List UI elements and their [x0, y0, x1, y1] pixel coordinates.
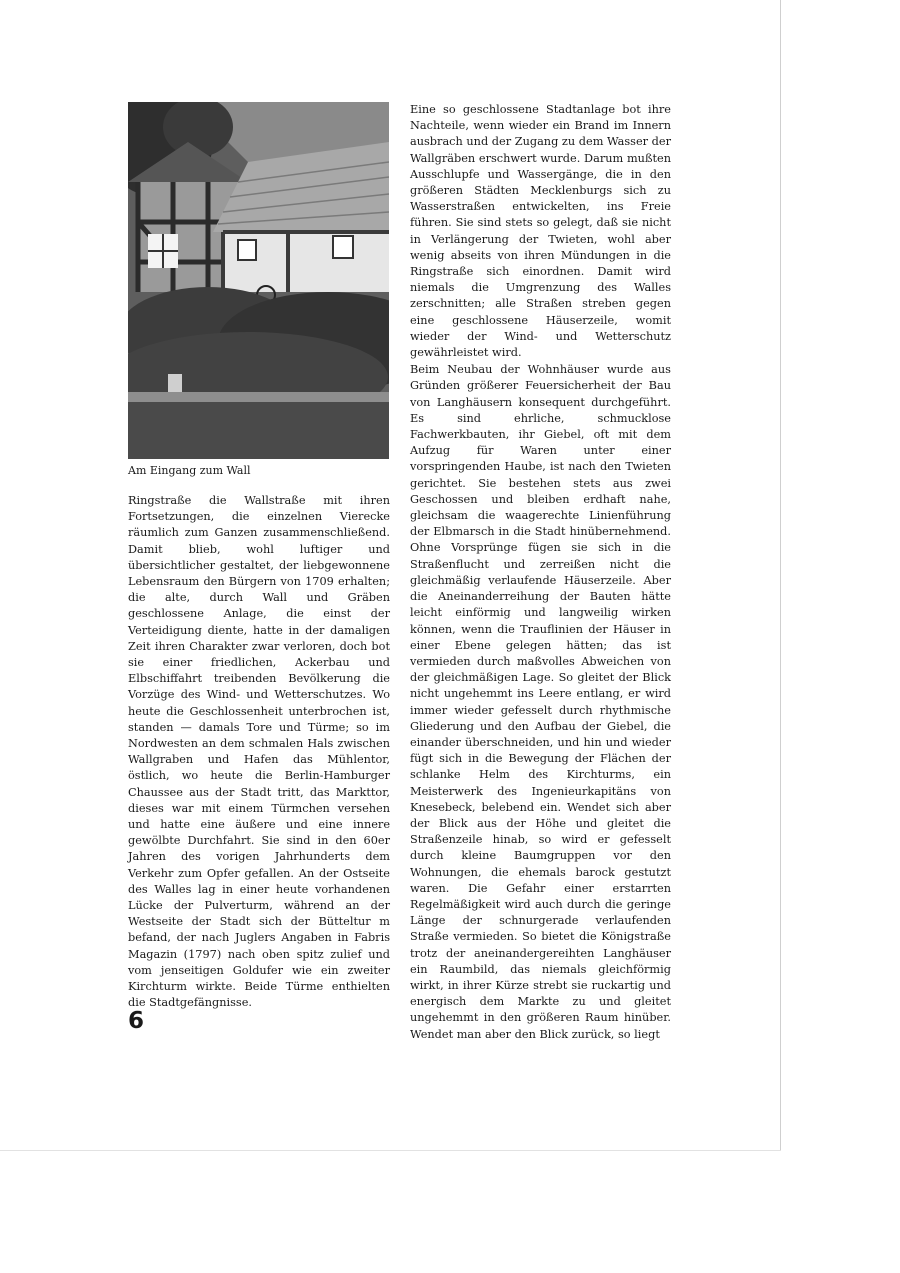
- photograph-wall-entrance: [128, 102, 389, 459]
- photo-caption: Am Eingang zum Wall: [128, 464, 251, 477]
- page-number: 6: [128, 1008, 145, 1034]
- right-paragraph-2: Beim Neubau der Wohnhäuser wurde aus Gründen größerer Feuersicherheit der Bau von Langhäusern konsequent durchgeführt. Es sind ehrliche, schmucklose Fachwerkbauten, ihr Giebel, oft mit dem Aufzug für Waren unter einer vorspringenden Haube, ist nach den Twieten gerichtet. Sie bestehen stets aus zwei Geschossen und bleiben erdhaft nahe, gleichsam die waagerechte Linienführung der Elbmarsch in die Stadt hinübernehmend. Ohne Vorsprünge fügen sie sich in die Straßenflucht und zerreißen nicht die gleichmäßig verlaufende Häuserzeile. Aber die Aneinanderreihung der Bauten hätte leicht einförmig und langweilig wirken können, wenn die Trauflinien der Häuser in einer Ebene gelegen hätten; das ist vermieden durch maßvolles Abweichen von der gleichmäßigen Lage. So gleitet der Blick nicht ungehemmt ins Leere entlang, er wird immer wieder gefesselt durch rhythmische Gliederung und den Aufbau der Giebel, die einander überschneiden, und hin und wieder fügt sich in die Bewegung der Flächen der schlanke Helm des Kirchturms, ein Meisterwerk des Ingenieurkapitäns von Knesebeck, belebend ein. Wendet sich aber der Blick aus der Höhe und gleitet die Straßenzeile hinab, so wird er gefesselt durch kleine Baumgruppen vor den Wohnungen, die ehemals barock gestutzt waren. Die Gefahr einer erstarrten Regelmäßigkeit wird auch durch die geringe Länge der schnurgerade verlaufenden Straße vermieden. So bietet die Königstraße trotz der aneinandergereihten Langhäuser ein Raumbild, das niemals gleichförmig wirkt, in ihrer Kürze strebt sie ruckartig und energisch dem Markte zu und gleitet ungehemmt in den größeren Raum hinüber. Wendet man aber den Blick zurück, so liegt: [410, 363, 671, 1041]
- right-paragraph-1: Eine so geschlossene Stadtanlage bot ihre Nachteile, wenn wieder ein Brand im Innern ausbrach und der Zugang zu dem Wasser der Wallgräben erschwert wurde. Darum mußten Ausschlupfe und Wassergänge, die in den größeren Städten Mecklenburgs sich zu Wasserstraßen entwickelten, ins Freie führen. Sie sind stets so gelegt, daß sie nicht in Verlängerung der Twieten, wohl aber wenig abseits von ihren Mündungen in die Ringstraße sich einordnen. Damit wird niemals die Umgrenzung des Walles zerschnitten; alle Straßen streben gegen eine geschlossene Häuserzeile, womit wieder der Wind- und Wetterschutz gewährleistet wird.: [410, 103, 671, 360]
- page-edge-bottom: [0, 1150, 781, 1151]
- left-paragraph: Ringstraße die Wallstraße mit ihren Fortsetzungen, die einzelnen Vierecke räumlich zum Ganzen zusammenschließend. Damit blieb, wohl luftiger und übersichtlicher gestaltet, der liebgewonnene Lebensraum den Bürgern von 1709 erhalten; die alte, durch Wall und Gräben geschlossene Anlage, die einst der Verteidigung diente, hatte in der damaligen Zeit ihren Charakter zwar verloren, doch bot sie einer friedlichen, Ackerbau und Elbschiffahrt treibenden Bevölkerung die Vorzüge des Wind- und Wetterschutzes. Wo heute die Geschlossenheit unterbrochen ist, standen — damals Tore und Türme; so im Nordwesten an dem schmalen Hals zwischen Wallgraben und Hafen das Mühlentor, östlich, wo heute die Berlin-Hamburger Chaussee aus der Stadt tritt, das Markttor, dieses war mit einem Türmchen versehen und hatte eine äußere und eine innere gewölbte Durchfahrt. Sie sind in den 60er Jahren des vorigen Jahrhunderts dem Verkehr zum Opfer gefallen. An der Ostseite des Walles lag in einer heute vorhandenen Lücke der Pulverturm, während an der Westseite der Stadt sich der Bütteltur m befand, der nach Juglers Angaben in Fabris Magazin (1797) nach oben spitz zulief und vom jenseitigen Goldufer wie ein zweiter Kirchturm wirkte. Beide Türme enthielten die Stadtgefängnisse.: [128, 494, 390, 1010]
- photo-illustration: [128, 102, 389, 459]
- page-edge: [780, 0, 781, 1150]
- left-text-column: [128, 493, 390, 1012]
- right-text-column: [410, 102, 671, 1043]
